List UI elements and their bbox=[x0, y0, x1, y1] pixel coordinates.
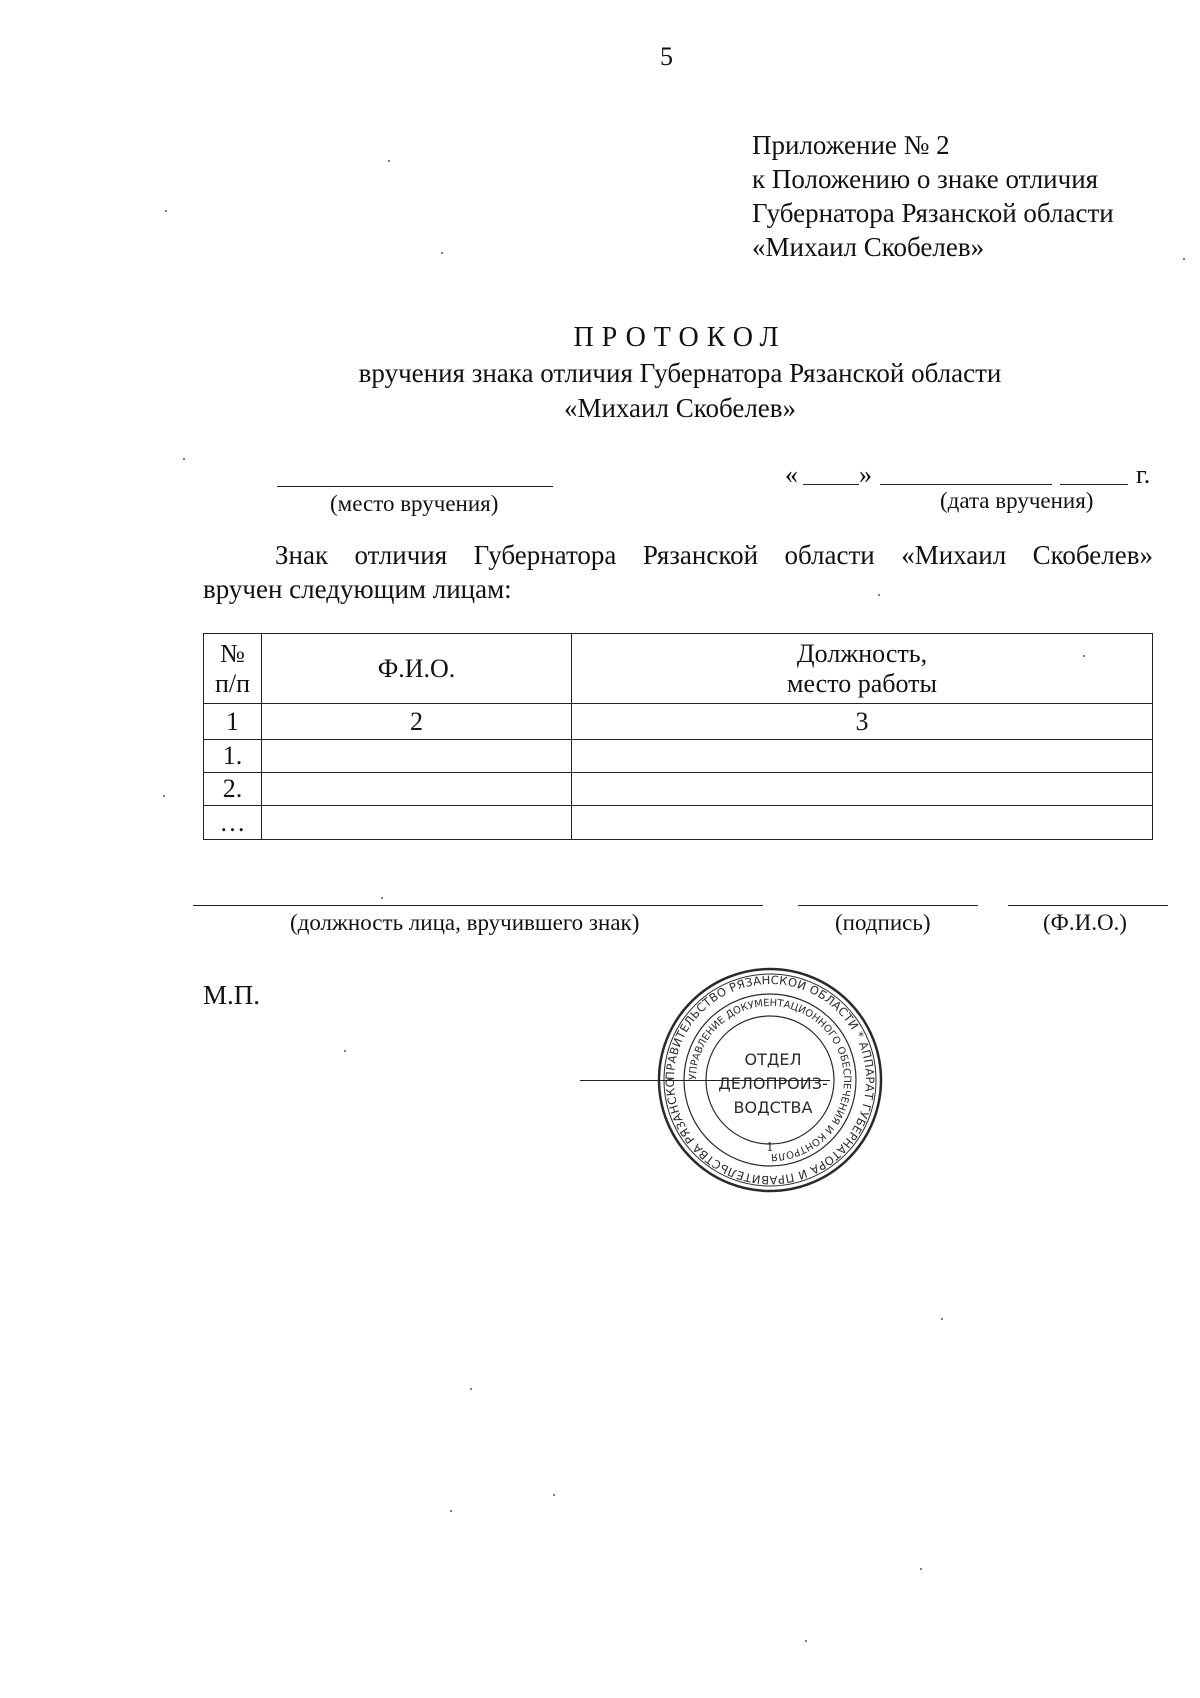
page-number: 5 bbox=[660, 42, 673, 71]
scan-speck bbox=[1183, 258, 1185, 260]
scan-speck bbox=[1083, 655, 1085, 657]
signature-stroke bbox=[580, 1080, 830, 1081]
scan-speck bbox=[183, 458, 185, 460]
scan-speck bbox=[553, 1494, 555, 1496]
row-fio bbox=[262, 806, 572, 840]
column-number-1: 1 bbox=[204, 704, 262, 740]
paragraph-line-2: вручен следующим лицам: bbox=[203, 574, 512, 604]
scan-speck bbox=[381, 897, 383, 899]
fio-signature-line bbox=[1008, 905, 1168, 906]
seal-place-label: М.П. bbox=[203, 980, 261, 1010]
seal-center-line-3: ВОДСТВА bbox=[733, 1098, 813, 1117]
scan-speck bbox=[920, 1568, 922, 1570]
subtitle-line-1: вручения знака отличия Губернатора Рязанской области bbox=[358, 358, 1002, 388]
scan-speck bbox=[941, 1318, 943, 1320]
scan-speck bbox=[470, 1388, 472, 1390]
row-number: 1. bbox=[204, 740, 262, 773]
scan-speck bbox=[878, 594, 880, 596]
intro-paragraph bbox=[203, 538, 1153, 606]
document-title: ПРОТОКОЛ bbox=[573, 322, 787, 353]
recipients-table bbox=[203, 633, 1153, 840]
position-caption: (должность лица, вручившего знак) bbox=[290, 910, 640, 935]
header-fio: Ф.И.О. bbox=[262, 634, 572, 704]
table-column-numbers-row bbox=[204, 704, 1153, 740]
column-number-2: 2 bbox=[262, 704, 572, 740]
header-position: Должность, место работы bbox=[572, 634, 1153, 704]
appendix-block bbox=[752, 128, 1114, 264]
row-number: … bbox=[204, 806, 262, 840]
official-seal bbox=[655, 965, 885, 1200]
day-underline bbox=[803, 484, 859, 485]
date-open-quote: « bbox=[785, 460, 798, 489]
column-number-3: 3 bbox=[572, 704, 1153, 740]
month-underline bbox=[880, 484, 1052, 485]
paragraph-line-1: Знак отличия Губернатора Рязанской области «Михаил Скобелев» bbox=[275, 540, 1153, 570]
seal-outer-text: ПРАВИТЕЛЬСТВО РЯЗАНСКОЙ ОБЛАСТИ * АППАРАТ ГУБЕРНАТОРА И ПРАВИТЕЛЬСТВА РЯЗАНСКО bbox=[662, 972, 878, 1188]
seal-center-line-1: ОТДЕЛ bbox=[744, 1050, 802, 1069]
signature-line bbox=[798, 905, 978, 906]
table-header-row bbox=[204, 634, 1153, 704]
signature-caption: (подпись) bbox=[835, 910, 931, 935]
table-row bbox=[204, 740, 1153, 773]
document-subtitle bbox=[300, 356, 1060, 426]
table-row bbox=[204, 806, 1153, 840]
scan-speck bbox=[450, 1510, 452, 1512]
scan-speck bbox=[163, 795, 165, 797]
row-number: 2. bbox=[204, 773, 262, 806]
place-caption: (место вручения) bbox=[330, 491, 499, 516]
appendix-line-2: к Положению о знаке отличия bbox=[752, 164, 1099, 194]
fio-caption: (Ф.И.О.) bbox=[1043, 910, 1127, 935]
date-caption: (дата вручения) bbox=[940, 488, 1094, 513]
row-position bbox=[572, 773, 1153, 806]
scan-speck bbox=[805, 1640, 807, 1642]
place-underline bbox=[277, 486, 553, 487]
row-fio bbox=[262, 740, 572, 773]
scan-speck bbox=[344, 1050, 346, 1052]
row-position bbox=[572, 806, 1153, 840]
row-position bbox=[572, 740, 1153, 773]
scan-speck bbox=[165, 210, 167, 212]
position-signature-line bbox=[193, 905, 763, 906]
date-close-quote: » bbox=[859, 460, 872, 489]
year-underline bbox=[1060, 484, 1128, 485]
table-row bbox=[204, 773, 1153, 806]
appendix-line-3: Губернатора Рязанской области bbox=[752, 198, 1114, 228]
header-number: № п/п bbox=[204, 634, 262, 704]
seal-inner-text: УПРАВЛЕНИЕ ДОКУМЕНТАЦИОННОГО ОБЕСПЕЧЕНИЯ И КОНТРОЛЯ bbox=[687, 997, 853, 1163]
seal-number: 1 bbox=[766, 1140, 774, 1154]
row-fio bbox=[262, 773, 572, 806]
scan-speck bbox=[388, 160, 390, 162]
year-suffix: г. bbox=[1136, 460, 1151, 489]
appendix-line-1: Приложение № 2 bbox=[752, 130, 950, 160]
appendix-line-4: «Михаил Скобелев» bbox=[752, 232, 985, 262]
seal-center-line-2: ДЕЛОПРОИЗ- bbox=[718, 1074, 828, 1093]
scan-speck bbox=[441, 252, 443, 254]
subtitle-line-2: «Михаил Скобелев» bbox=[563, 393, 797, 423]
